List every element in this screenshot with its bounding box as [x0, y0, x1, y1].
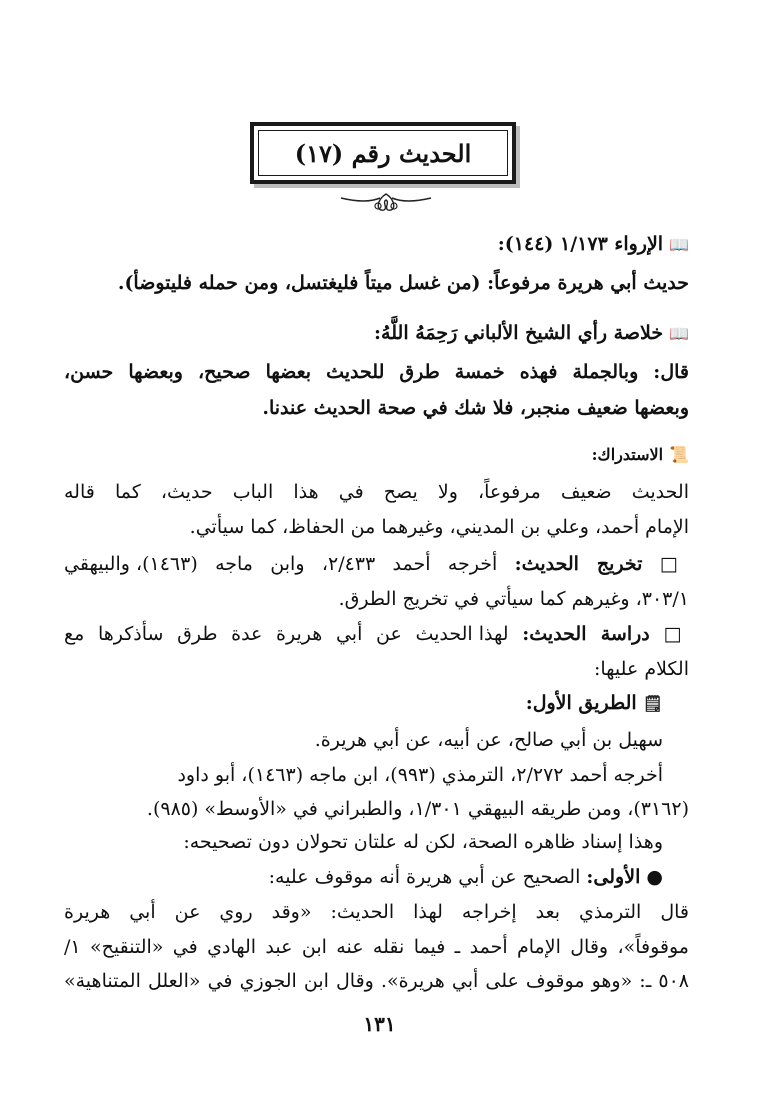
takhrij-marker: □	[659, 553, 690, 575]
takhrij-line-1	[64, 549, 689, 579]
dirasa-line-1	[64, 619, 689, 649]
takhrij-line-2: ٣٠٣/١، وغيرهم كما سيأتي في تخريج الطرق.	[338, 588, 689, 610]
istidrak-line-1: الحديث ضعيف مرفوعاً، ولا يصح في هذا الباب حديث، كما قاله	[64, 481, 689, 503]
first-issue-text: الصحيح عن أبي هريرة أنه موقوف عليه:	[268, 866, 581, 888]
bullet-icon: ●	[646, 866, 663, 888]
irwaa-text: حديث أبي هريرة مرفوعاً: (من غسل ميتاً فليغتسل، ومن حمله فليتوضأ).	[117, 272, 689, 294]
note-icon: 🗒	[642, 694, 663, 713]
irwaa-heading: الإرواء ١/١٧٣ (١٤٤):	[497, 233, 664, 255]
summary-heading-line	[374, 318, 689, 349]
book-icon: 📖	[669, 235, 689, 254]
page-title: الحديث رقم (١٧)	[294, 138, 472, 168]
final-line-2: موقوفاً»، وقال الإمام أحمد ـ فيما نقله عنه ابن عبد الهادي في «التنقيح» ١/	[64, 936, 689, 958]
body-line-2: أخرجه أحمد ٢/٢٧٢، الترمذي (٩٩٣)، ابن ماجه (١٤٦٣)، أبو داود	[177, 764, 663, 786]
book-icon: 📖	[669, 324, 689, 343]
dirasa-line-2: الكلام عليها:	[593, 658, 689, 680]
dirasa-text: لهذا الحديث عن أبي هريرة عدة طرق سأذكرها مع	[64, 623, 509, 645]
takhrij-label: تخريج الحديث:	[514, 553, 643, 575]
takhrij-text: أخرجه أحمد ٢/٤٣٣، وابن ماجه (١٤٦٣)، والبيهقي	[64, 553, 498, 575]
dirasa-marker: □	[663, 623, 690, 645]
first-issue-label: الأولى:	[586, 866, 641, 888]
body-line-3: (٣١٦٢)، ومن طريقه البيهقي ١/٣٠١، والطبراني في «الأوسط» (٩٨٥).	[146, 798, 689, 820]
title-frame	[250, 122, 516, 184]
first-path-heading: الطريق الأول:	[525, 692, 637, 714]
page-number: ١٣١	[363, 1012, 396, 1036]
final-line-3: ٥٠٨ ـ: «وهو موقوف على أبي هريرة». وقال ابن الجوزي في «العلل المتناهية»	[64, 970, 689, 992]
istidrak-heading: الاستدراك:	[591, 445, 664, 464]
final-line-1: قال الترمذي بعد إخراجه لهذا الحديث: «وقد روي عن أبي هريرة	[64, 901, 689, 923]
summary-heading: خلاصة رأي الشيخ الألباني رَحِمَهُ اللَّهُ:	[374, 322, 664, 344]
first-path-heading-line	[526, 688, 663, 719]
floral-ornament-icon	[336, 190, 436, 216]
istidrak-line-2: الإمام أحمد، وعلي بن المديني، وغيرهما من الحفاظ، كما سيأتي.	[189, 516, 689, 538]
summary-line-2: وبعضها ضعيف منجبر، فلا شك في صحة الحديث عندنا.	[262, 397, 689, 419]
irwaa-heading-line	[498, 229, 689, 260]
scroll-icon: 📜	[669, 445, 689, 464]
istidrak-heading-line	[592, 440, 689, 470]
summary-line-1: قال: وبالجملة فهذه خمسة طرق للحديث بعضها صحيح، وبعضها حسن،	[64, 361, 689, 383]
first-issue-line	[269, 862, 663, 892]
dirasa-label: دراسة الحديث:	[522, 623, 650, 645]
body-line-4: وهذا إسناد ظاهره الصحة، لكن له علتان تحولان دون تصحيحه:	[183, 831, 663, 853]
body-line-1: سهيل بن أبي صالح، عن أبيه، عن أبي هريرة.	[314, 729, 663, 751]
